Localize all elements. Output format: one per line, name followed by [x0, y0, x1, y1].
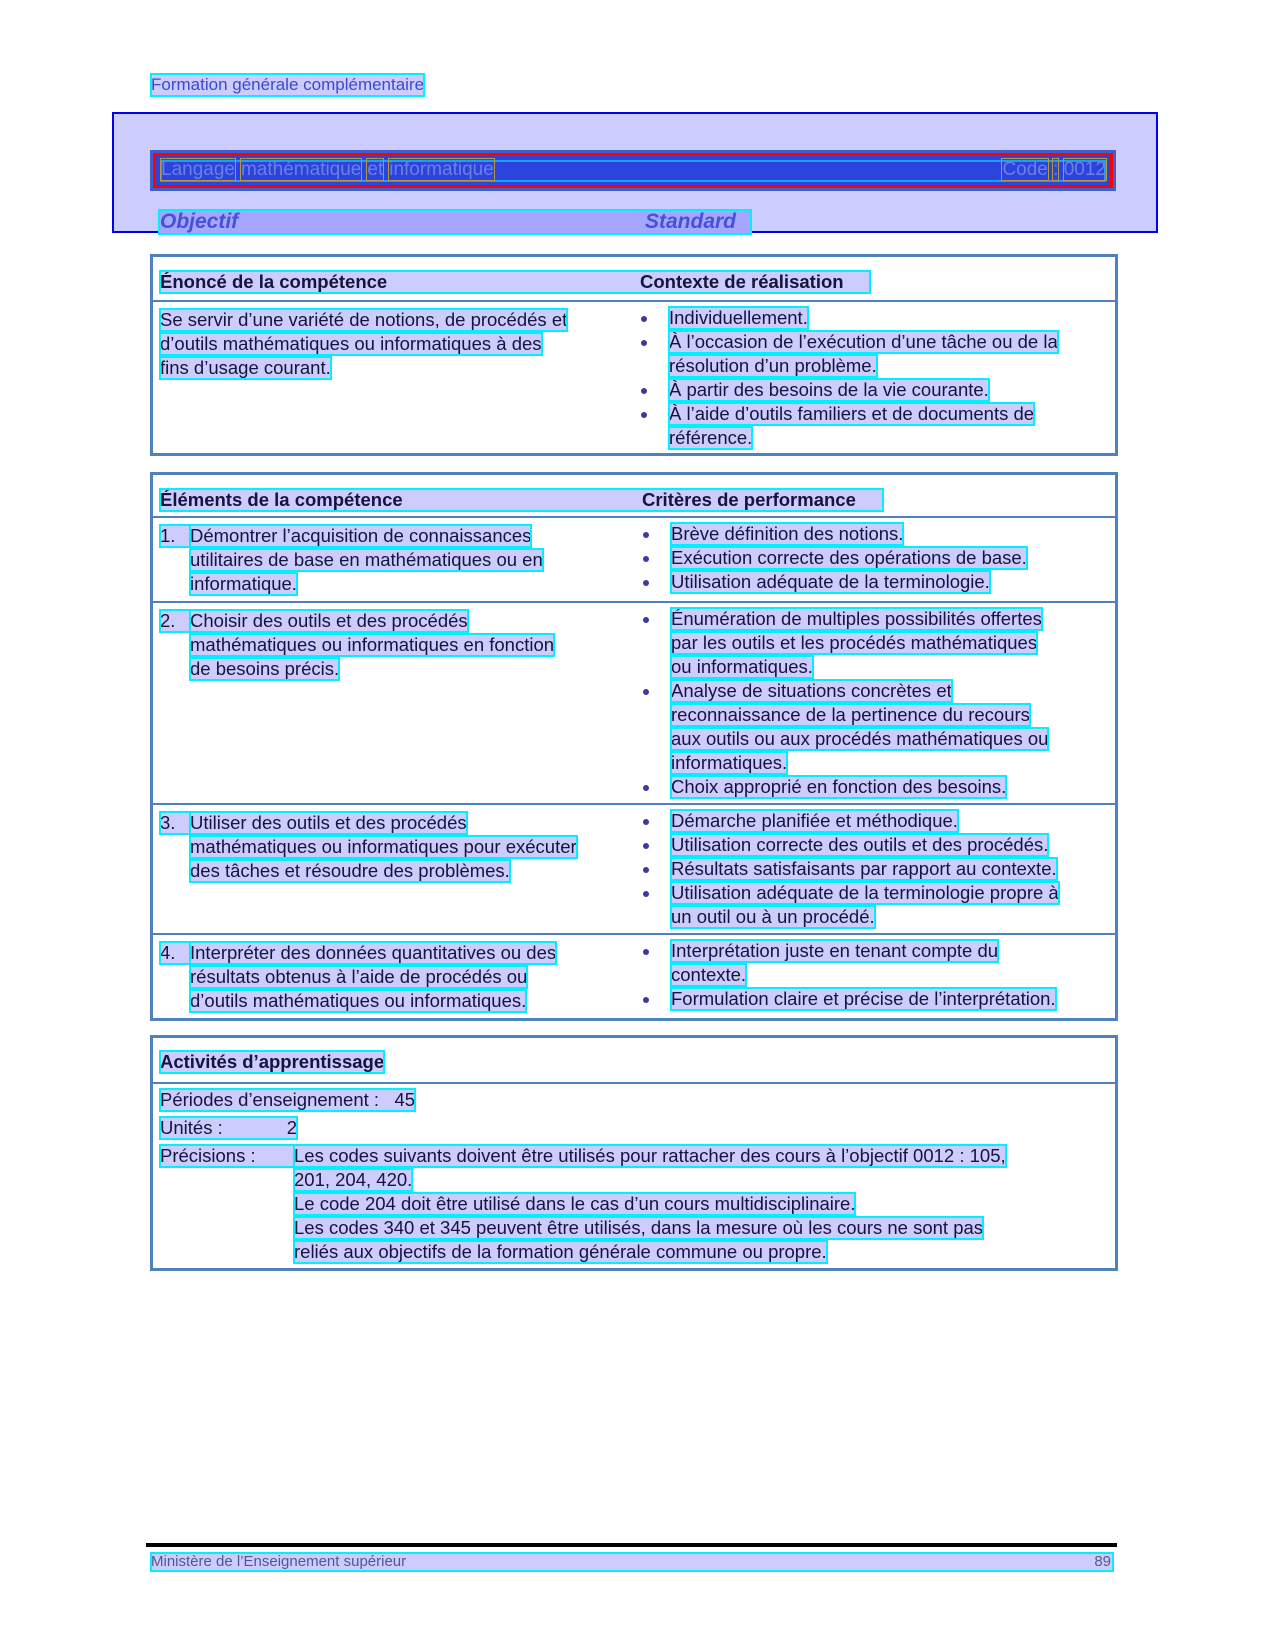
bullet-icon — [643, 532, 649, 538]
precision-line: Le code 204 doit être utilisé dans le cas d’un cours multidisciplinaire. — [294, 1193, 856, 1214]
criterion-line: ou informatiques. — [671, 656, 813, 677]
title-word: Langage — [161, 159, 235, 180]
element-line: informatique. — [190, 573, 297, 594]
bullet-item — [643, 882, 1059, 930]
element-line: mathématiques ou informatiques en fonction — [190, 634, 555, 655]
bullet-icon — [641, 316, 647, 322]
standard-label: Standard — [645, 210, 737, 233]
criterion-line: Brève définition des notions. — [671, 523, 904, 544]
criterion-line: Exécution correcte des opérations de base. — [671, 547, 1027, 568]
criterion-line: Utilisation adéquate de la terminologie propre à — [671, 882, 1059, 903]
competence-table — [150, 254, 1118, 456]
criterion-line: reconnaissance de la pertinence du recours — [671, 704, 1030, 725]
title-word: et — [367, 159, 384, 180]
criterion-line: un outil ou à un procédé. — [671, 906, 875, 927]
bullet-item — [643, 680, 1048, 776]
row-separator — [153, 516, 1115, 518]
criterion-line: aux outils ou aux procédés mathématiques ou — [671, 728, 1049, 749]
element-line: Interpréter des données quantitatives ou des — [190, 942, 557, 963]
row-separator — [153, 803, 1115, 805]
bullet-item — [643, 547, 1027, 571]
bullet-icon — [641, 340, 647, 346]
unites-value: 2 — [286, 1117, 297, 1138]
element-item — [160, 610, 554, 682]
activites-table — [150, 1035, 1118, 1271]
objectif-label: Objectif — [160, 210, 239, 233]
element-line: utilitaires de base en mathématiques ou en — [190, 549, 543, 570]
col-header-elements: Éléments de la compétence — [160, 489, 403, 510]
bullet-icon — [643, 580, 649, 586]
bullet-item — [641, 379, 1111, 403]
criterion-line: contexte. — [671, 964, 747, 985]
precision-line: Les codes 340 et 345 peuvent être utilisés, dans la mesure où les cours ne sont pas — [294, 1217, 984, 1238]
periodes-value: 45 — [394, 1089, 416, 1110]
bullet-item — [643, 940, 1056, 988]
periodes-label: Périodes d’enseignement : — [160, 1089, 380, 1110]
criterion-line: par les outils et les procédés mathématiques — [671, 632, 1038, 653]
enonce-line: fins d’usage courant. — [160, 357, 331, 378]
bullet-icon — [643, 819, 649, 825]
title-bar: Langage mathématique et informatique Code : 0012 — [150, 150, 1116, 191]
bullet-item — [643, 988, 1056, 1012]
element-line: de besoins précis. — [190, 658, 340, 679]
bullet-icon — [643, 689, 649, 695]
precision-line: 201, 204, 420. — [294, 1169, 413, 1190]
criterion-line: résolution d’un problème. — [669, 355, 877, 376]
title-word: informatique — [389, 159, 494, 180]
criterion-line: Individuellement. — [669, 307, 808, 328]
bullet-icon — [643, 997, 649, 1003]
row-separator — [153, 933, 1115, 935]
col-header-criteres: Critères de performance — [642, 489, 856, 510]
element-line: Choisir des outils et des procédés — [190, 610, 468, 631]
enonce-line: d’outils mathématiques ou informatiques à des — [160, 333, 542, 354]
element-line: Utiliser des outils et des procédés — [190, 812, 467, 833]
bullet-item — [643, 834, 1059, 858]
bullet-item — [643, 810, 1059, 834]
element-line: d’outils mathématiques ou informatiques. — [190, 990, 527, 1011]
footer-ministry: Ministère de l’Enseignement supérieur — [151, 1553, 407, 1570]
element-line: Démontrer l’acquisition de connaissances — [190, 525, 532, 546]
element-item — [160, 525, 543, 597]
bullet-item — [641, 331, 1111, 379]
bullet-icon — [643, 556, 649, 562]
bullet-item — [643, 776, 1048, 800]
element-number: 3. — [160, 812, 190, 834]
page-number: 89 — [1094, 1553, 1111, 1570]
precision-line: Les codes suivants doivent être utilisés pour rattacher des cours à l’objectif 0012 : 105, — [294, 1145, 1006, 1166]
footer-rule — [146, 1543, 1117, 1547]
bullet-icon — [643, 843, 649, 849]
running-header: Formation générale complémentaire — [151, 75, 425, 94]
criterion-line: Énumération de multiples possibilités offertes — [671, 608, 1042, 629]
code-label: Code — [1002, 159, 1048, 180]
col-header-enonce: Énoncé de la compétence — [160, 271, 388, 292]
precisions-label: Précisions : — [160, 1145, 300, 1167]
col-header-contexte: Contexte de réalisation — [640, 271, 844, 292]
activites-header: Activités d’apprentissage — [160, 1051, 385, 1072]
criterion-line: Démarche planifiée et méthodique. — [671, 810, 958, 831]
bullet-icon — [641, 412, 647, 418]
criterion-line: Formulation claire et précise de l’interprétation. — [671, 988, 1056, 1009]
bullet-item — [641, 403, 1111, 451]
element-item — [160, 812, 577, 884]
bullet-icon — [643, 891, 649, 897]
bullet-icon — [641, 388, 647, 394]
criterion-line: À l’aide d’outils familiers et de documents de — [669, 403, 1035, 424]
bullet-icon — [643, 949, 649, 955]
element-number: 4. — [160, 942, 190, 964]
bullet-item — [641, 307, 1111, 331]
criterion-line: Résultats satisfaisants par rapport au contexte. — [671, 858, 1057, 879]
bullet-item — [643, 523, 1027, 547]
criterion-line: À partir des besoins de la vie courante. — [669, 379, 989, 400]
bullet-item — [643, 571, 1027, 595]
unites-label: Unités : — [160, 1117, 223, 1138]
bullet-item — [643, 858, 1059, 882]
criterion-line: Utilisation adéquate de la terminologie. — [671, 571, 990, 592]
element-number: 2. — [160, 610, 190, 632]
bullet-icon — [643, 617, 649, 623]
bullet-item — [643, 608, 1048, 680]
criterion-line: informatiques. — [671, 752, 788, 773]
enonce-line: Se servir d’une variété de notions, de procédés et — [160, 309, 568, 330]
element-line: mathématiques ou informatiques pour exécuter — [190, 836, 577, 857]
criterion-line: Choix approprié en fonction des besoins. — [671, 776, 1007, 797]
row-separator — [153, 601, 1115, 603]
title-word: mathématique — [240, 159, 362, 180]
criterion-line: Interprétation juste en tenant compte du — [671, 940, 999, 961]
element-item — [160, 942, 556, 1014]
code-value: 0012 — [1063, 159, 1106, 180]
precision-line: reliés aux objectifs de la formation générale commune ou propre. — [294, 1241, 827, 1262]
criterion-line: Utilisation correcte des outils et des procédés. — [671, 834, 1049, 855]
element-line: des tâches et résoudre des problèmes. — [190, 860, 510, 881]
criterion-line: référence. — [669, 427, 753, 448]
bullet-icon — [643, 785, 649, 791]
elements-table — [150, 472, 1118, 1021]
criterion-line: Analyse de situations concrètes et — [671, 680, 952, 701]
element-number: 1. — [160, 525, 190, 547]
element-line: résultats obtenus à l’aide de procédés ou — [190, 966, 528, 987]
bullet-icon — [643, 867, 649, 873]
criterion-line: À l’occasion de l’exécution d’une tâche ou de la — [669, 331, 1058, 352]
